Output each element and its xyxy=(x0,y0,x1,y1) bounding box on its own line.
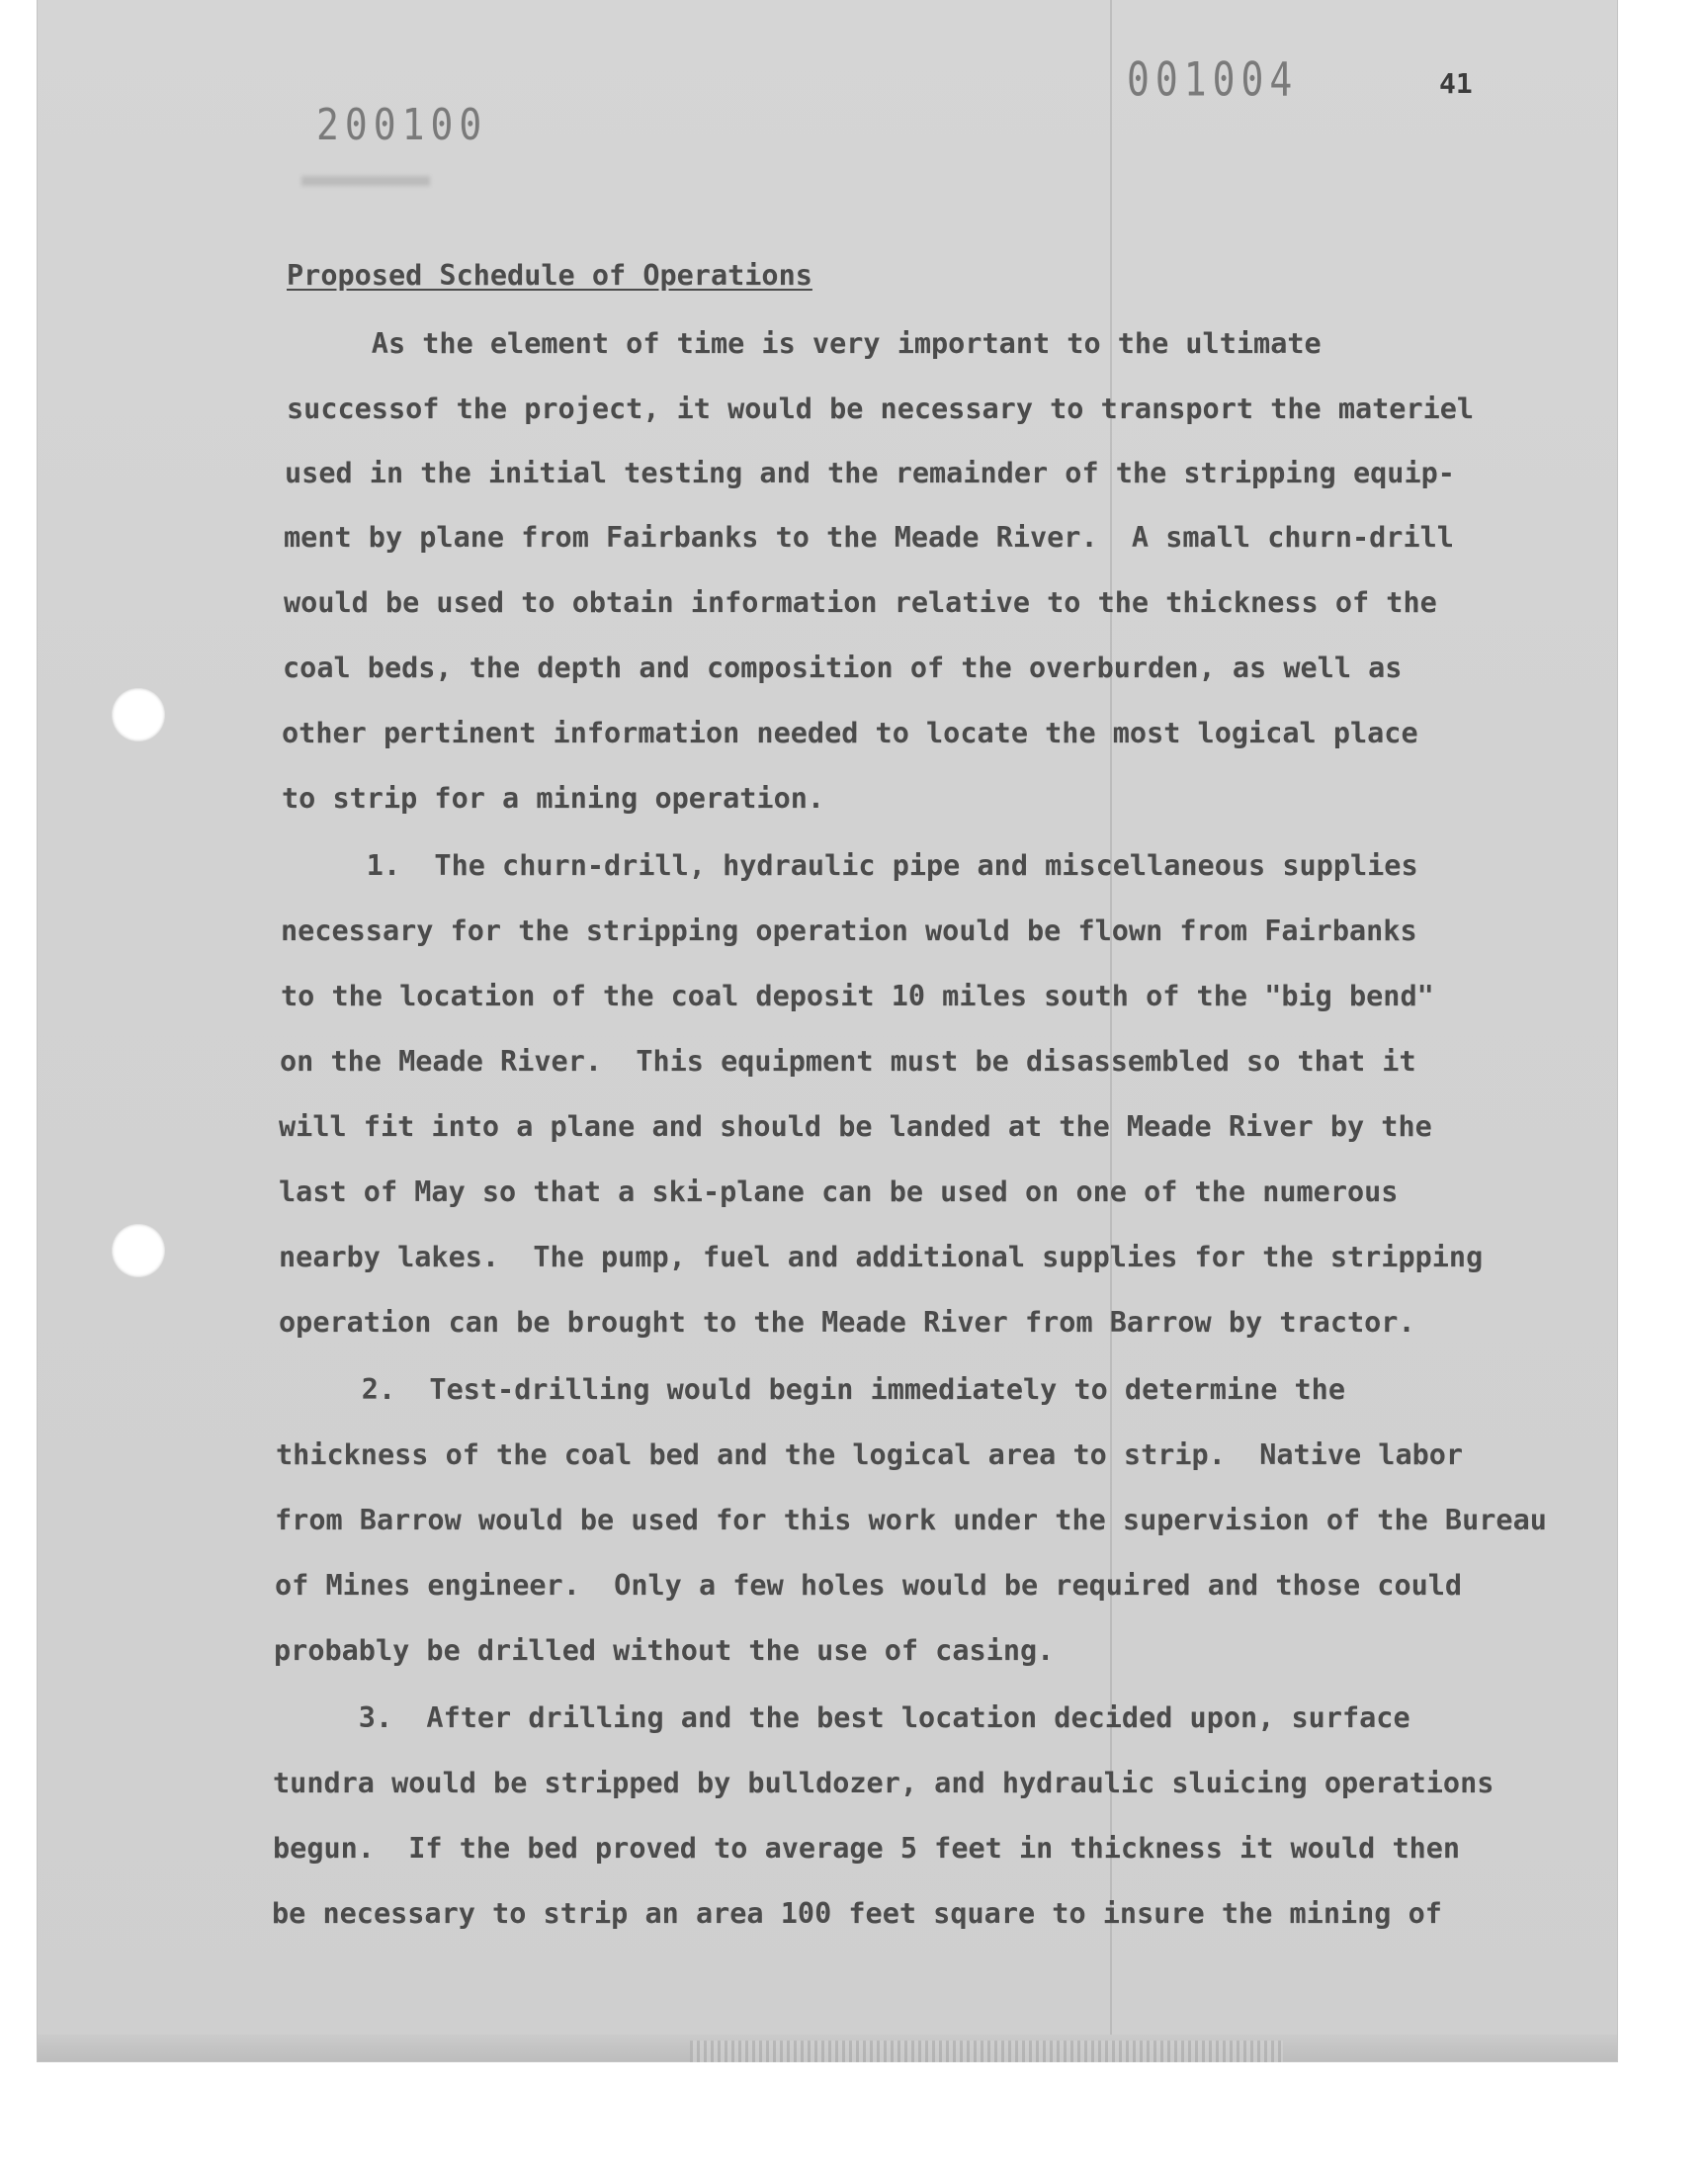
text-line: 2. Test-drilling would begin immediately to determine the xyxy=(277,1373,1345,1406)
text-line: coal beds, the depth and composition of the overburden, as well as xyxy=(283,652,1403,684)
text-line: necessary for the stripping operation would be flown from Fairbanks xyxy=(281,914,1417,947)
punch-hole-lower xyxy=(112,1224,165,1277)
text-line: successof the project, it would be necessary to transport the materiel xyxy=(287,392,1475,425)
page-number: 41 xyxy=(1439,67,1473,100)
text-line: last of May so that a ski-plane can be used on one of the numerous xyxy=(279,1175,1399,1208)
punch-hole-upper xyxy=(112,688,165,741)
scanned-page xyxy=(38,0,1617,2061)
text-line: ment by plane from Fairbanks to the Meade River. A small churn-drill xyxy=(284,521,1454,554)
text-line: probably be drilled without the use of casing. xyxy=(274,1634,1055,1667)
text-line: 3. After drilling and the best location decided upon, surface xyxy=(274,1701,1410,1734)
document-number-stamp-left: 200100 xyxy=(316,99,488,150)
text-line: begun. If the bed proved to average 5 feet in thickness it would then xyxy=(273,1832,1461,1865)
text-line: other pertinent information needed to locate the most logical place xyxy=(282,717,1418,749)
text-line: tundra would be stripped by bulldozer, and hydraulic sluicing operations xyxy=(273,1767,1494,1799)
text-line: thickness of the coal bed and the logical area to strip. Native labor xyxy=(276,1438,1464,1471)
text-line: from Barrow would be used for this work under the supervision of the Bureau xyxy=(275,1504,1547,1536)
text-line: 1. The churn-drill, hydraulic pipe and miscellaneous supplies xyxy=(282,849,1418,882)
text-line: be necessary to strip an area 100 feet square to insure the mining of xyxy=(272,1897,1442,1930)
text-line: nearby lakes. The pump, fuel and additional supplies for the stripping xyxy=(279,1241,1484,1273)
text-line: As the element of time is very important to the ultimate xyxy=(287,327,1322,360)
text-line: to the location of the coal deposit 10 miles south of the "big bend" xyxy=(281,980,1434,1012)
text-line: operation can be brought to the Meade River from Barrow by tractor. xyxy=(279,1306,1415,1339)
ink-smudge xyxy=(301,176,430,186)
text-line: used in the initial testing and the remainder of the stripping equip- xyxy=(285,457,1455,489)
page-fold-shadow xyxy=(1110,0,1112,2061)
text-line: of Mines engineer. Only a few holes would be required and those could xyxy=(275,1569,1463,1602)
document-number-stamp-right: 001004 xyxy=(1127,51,1299,107)
text-line: would be used to obtain information relative to the thickness of the xyxy=(284,586,1437,619)
text-line: to strip for a mining operation. xyxy=(282,782,825,815)
section-heading: Proposed Schedule of Operations xyxy=(287,259,812,292)
text-line: on the Meade River. This equipment must be disassembled so that it xyxy=(280,1045,1416,1078)
text-line: will fit into a plane and should be landed at the Meade River by the xyxy=(279,1110,1432,1143)
scan-artifact-streaks xyxy=(690,2041,1283,2062)
